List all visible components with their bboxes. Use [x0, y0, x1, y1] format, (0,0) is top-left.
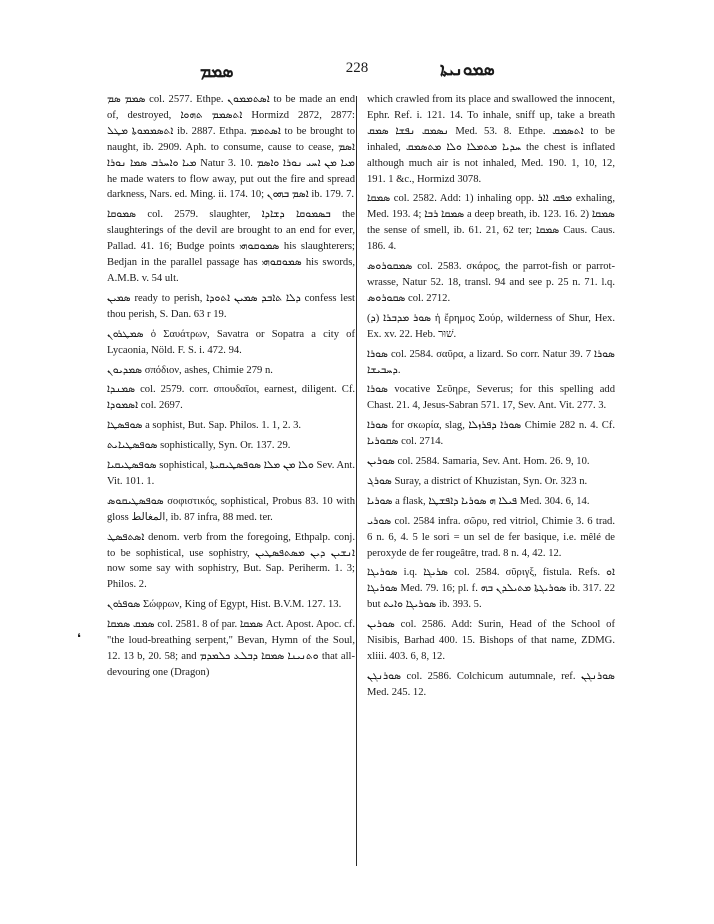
entry-left-10: ܣܘܦܣܛܝܩܘܣ σοφιστικός, sophistical, Probus 83. 10 with gloss المغالط, ib. 87 infra, 88 med. ter.	[107, 495, 355, 523]
header-right-word: ܣܡܘܢܝܬܐ	[440, 60, 495, 80]
entry-right-7: ܣܘܪܐ for σκωρία, slag, ܣܘܪܐ ܕܦܪܙܠܐ Chimie 282 n. 4. Cf. ܣܩܘܪܝܐ col. 2714.	[367, 420, 615, 448]
entry-right-1: which crawled from its place and swallowed the innocent, Ephr. Ref. i. 121. 14. To inhale, sniff up, take a breath ܢܣܡܩ ܢܦܫܐ ܣܡܩ Med. 53. 8. Ethpe. ܐܬܣܡܩ to be inhaled, ܚܕܝܐ ܡܬܡܠܐ ܘܠܐ ܡܬܣܡܩ the chest is inflated although much air is not inhaled, Med. 190. 1, 10, 12, 191. 1 &c., Hormizd 3078.	[367, 94, 615, 185]
entry-right-2: ܣܡܩܐ col. 2582. Add: 1) inhaling opp. ܡܦܩ ܐܐܪ exhaling, Med. 193. 4; ܣܡܩܐ ܪܒܐ a deep breath, ib. 123. 16. 2) ܣܡܩܐ the sense of smell, ib. 61. 21, 62 ter; ܣܡܩܐ Caus. Caus. 186. 4.	[367, 193, 616, 253]
entry-right-3: ܣܡܩܘܪܘܣ col. 2583. σκάρος, the parrot-fish or parrot-wrasse, Natur 52. 18, transl. 94 and see p. 25 n. 71. l.q. ܣܩܘܪܘܣ col. 2712.	[367, 261, 615, 304]
entry-left-13: ܣܡܩ ܣܡܩܐ col. 2581. 8 of par. ܣܡܩܐ Act. Apost. Apoc. cf. "the loud-breathing serpent," Bevan, Hymn of the Soul, 12. 13 b, 20. 58; and ܘܬܢܝܢܐ ܣܡܩܐ ܕܒܠܥ ܟܠܡܕܡ that all-devouring one (Dragon)	[107, 619, 356, 678]
entry-right-6: ܣܘܪܐ vocative Σεῦηρε, Severus; for this spelling add Chast. 21. 4, Jesus-Sabran 571. 17, Sev. Ant. Vit. 277. 3.	[367, 384, 615, 412]
entry-right-10: ܣܘܪܝܐ a flask, ܦܝܠܐ ܗ ܣܘܪܝܐ ܕܐܦܫܛܐ Med. 304. 6, 14.	[367, 495, 590, 507]
column-divider	[356, 96, 357, 866]
entry-right-11: ܣܘܪܝ col. 2584 infra. σῶρυ, red vitriol, Chimie 3. 6 trad. 6 n. 6, 4. 5 le sori = un sel de fer basique, i.e. mêlé de peroxyde de fer rougeâtre, trad. 8 n. 4, 42. 12.	[367, 515, 615, 559]
entry-right-4: ܣܘܪ ܡܕܒܪܐ (ܕ) ἡ ἔρημος Σούρ, wilderness of Shur, Hex. Ex. xv. 22. Heb. שׁוּר.	[367, 312, 615, 340]
entry-right-9: ܣܘܪܓ Suray, a district of Khuzistan, Syn. Or. 323 n.	[367, 475, 588, 487]
entry-left-2: ܣܡܘܩܐ col. 2579. slaughter, ܒܣܡܘܩܐ ܕܫܐܕܐ the slaughterings of the devil are brought to an end for ever, Pallad. 41. 16; Budge points ܣܡܘܩܘܗܝ his slaughterers; Bedjan in the parallel passage has ܣܡܘܩܘܗܝ his swords, A.M.B. v. 54 ult.	[107, 209, 356, 284]
margin-mark: ❛	[77, 631, 81, 645]
page-number: 228	[345, 60, 369, 76]
entry-right-5: ܣܘܪܐ col. 2584. σαῦρα, a lizard. So corr. Natur 39. 7 ܣܘܪܐ ܕܚܒܝܫܐ.	[367, 348, 615, 376]
entry-left-7: ܣܘܦܣܛܐ a sophist, But. Sap. Philos. 1. 1, 2. 3.	[107, 420, 302, 432]
entry-right-12: ܣܘܪܝܓܐ i.q. ܣܪܝܓܐ col. 2584. σῦριγξ, fistula. Refs. ܐܘ ܣܘܪܝܓܐ Med. 79. 16; pl. f. ܣܘܪܝܓܬܐ ܡܬܝܠܕܢ ܒܗ ib. 317. 22 but ܣܘܪܝܓܐ ܘܐܝܬ ib. 393. 5.	[367, 567, 616, 611]
entry-left-9: ܣܘܦܣܛܝܩܝܐ sophistical, ܘܠܐ ܡܢ ܡܠܐ ܣܘܦܣܛܝܩܝܬܐ Sev. Ant. Vit. 101. 1.	[107, 460, 356, 487]
entry-left-5: ܣܡܕܝܘܢ σπόδιον, ashes, Chimie 279 n.	[107, 364, 273, 376]
entry-left-8: ܣܘܦܣܛܝܐܝܬ sophistically, Syn. Or. 137. 29.	[107, 440, 291, 452]
entry-right-13: ܣܘܪܝܢ col. 2586. Add: Surin, Head of the School of Nisibis, Barhad 400. 15. Bishops of that name, ZDMG. xliii. 403. 6, 8, 12.	[367, 619, 615, 662]
entry-left-11: ܐܣܬܦܣܛ denom. verb from the foregoing, Ethpalp. conj. to be sophistical, use sophistry, ܐܢܫܝܢ ܕܝܢ ܡܣܬܦܣܛܝܢ now some say with sophistry, But. Sap. Periherm. 1. 3; Philos. 2.	[107, 531, 355, 591]
entry-left-3: ܣܡܝܢ ready to perish, ܕܠܐ ܬܐܒܕ ܣܡܝܢ ܐܬܘܕܐ confess lest thou perish, S. Dan. 63 r 19.	[107, 292, 356, 320]
entry-right-8: ܣܘܪܝܢ col. 2584. Samaria, Sev. Ant. Hom. 26. 9, 10.	[367, 456, 590, 468]
right-column	[367, 92, 615, 705]
page-header	[0, 0, 714, 90]
entry-left-12: ܣܘܦܪܘܢ Σώφρων, King of Egypt, Hist. B.V.M. 127. 13.	[107, 599, 342, 611]
entry-left-4: ܣܡܛܪܘܢ ὁ Σαυάτρων, Savatra or Sopatra a city of Lycaonia, Nöld. F. S. i. 472. 94.	[107, 328, 355, 356]
left-column	[107, 92, 355, 685]
entry-left-1: ܣܡܡ ܣܡ col. 2577. Ethpe. ܐܣܬܡܡܘܢ to be made an end of, destroyed, ܐܬܣܡܡ ܬܗܘܐ Hormizd 2872, 2877: ܐܬܣܡܡܘܬܐ ܡܛܠ ib. 2887. Ethpa. ܐܣܬܡܡ to be brought to naught, ib. 2909. Aph. to consume, cause to cease, ܐܣܡ ܡܝܐ ܘܐܚܪܒ ܣܡܐ ܢܘܪܐ Natur 3. 10. ܡܝܐ ܡܢ ܐܚܝ ܢܘܪܐ ܘܐܣܡ he made waters to flow away, put out the fire and spread darkness, Nars. ed. Ming. ii. 174. 10; ܐܣܡ ܒܗܘܢ ib. 179. 7.	[107, 94, 356, 201]
header-left-word: ܣܡܡ	[200, 62, 234, 82]
entry-left-6: ܣܡܢܕܐ col. 2579. corr. σπουδαῖοι, earnest, diligent. Cf. ܐܣܡܘܕܐ col. 2697.	[107, 384, 355, 412]
entry-right-14: ܣܘܪܢܓܢ col. 2586. Colchicum autumnale, ref. ܣܘܪܢܓܢ Med. 245. 12.	[367, 670, 615, 698]
